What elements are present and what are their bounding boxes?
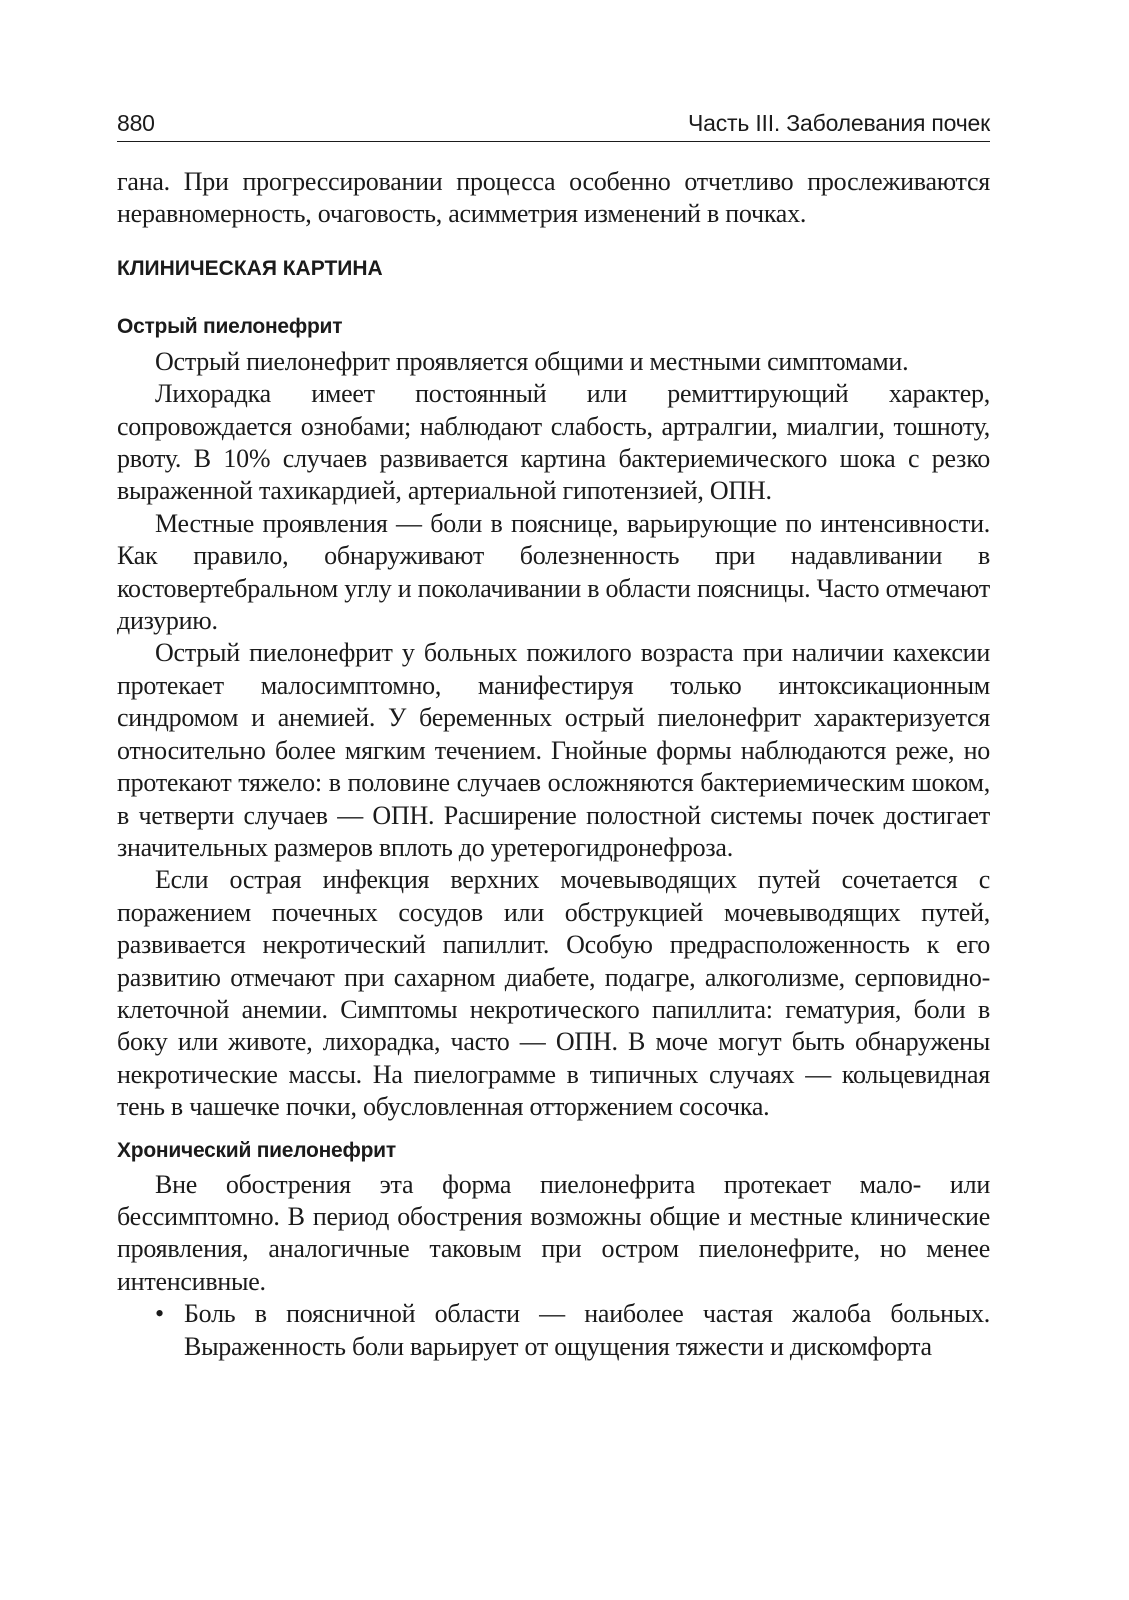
list-item-text: Боль в поясничной области — наиболее частая жалоба больных. Выраженность боли варьирует от ощущения тяжести и дискомфорта — [184, 1299, 990, 1361]
page-number: 880 — [117, 110, 155, 136]
book-page — [117, 108, 990, 1363]
subsection-heading-acute: Острый пиелонефрит — [117, 314, 343, 338]
bullet-list — [117, 1298, 990, 1363]
list-item — [117, 1298, 990, 1363]
paragraph: Вне обострения эта форма пиелонефрита протекает мало- или бессимптомно. В период обострения возможны общие и местные клинические проявления, аналогичные таковым при остром пиелонефрите, но менее интенсивные. — [117, 1169, 990, 1296]
running-header — [117, 108, 990, 142]
bullet-marker: • — [155, 1299, 164, 1329]
paragraph: Лихорадка имеет постоянный или ремиттирующий характер, сопровождается ознобами; наблюдают слабость, артралгии, миалгии, тошноту, рвоту. В 10% случаев развивается картина бактериемического шока с резко выраженной тахикардией, артериальной гипотензией, ОПН. — [117, 379, 990, 506]
page-body — [117, 166, 990, 1363]
paragraph: Острый пиелонефрит проявляется общими и местными симптомами. — [155, 346, 909, 376]
paragraph: Местные проявления — боли в пояснице, варьирующие по интенсивности. Как правило, обнаруживают болезненность при надавливании в костовертебральном углу и поколачивании в области поясницы. Часто отмечают дизурию. — [117, 508, 990, 636]
running-title: Часть III. Заболевания почек — [688, 110, 990, 136]
section-heading: КЛИНИЧЕСКАЯ КАРТИНА — [117, 256, 383, 280]
paragraph: Если острая инфекция верхних мочевыводящих путей сочетается с поражением почечных сосудов или обструкцией мочевыводящих путей, развивается некротический папиллит. Особую предрасположенность к его развитию отмечают при сахарном диабете, подагре, алкоголизме, серповидно-клеточной анемии. Симптомы некротического папиллита: гематурия, боли в боку или животе, лихорадка, часто — ОПН. В моче могут быть обнаружены некротические массы. На пиелограмме в типичных случаях — кольцевидная тень в чашечке почки, обусловленная отторжением сосочка. — [117, 865, 990, 1122]
continuation-paragraph: гана. При прогрессировании процесса особенно отчетливо прослеживаются неравномерность, очаговость, асимметрия изменений в почках. — [117, 167, 990, 229]
subsection-heading-chronic: Хронический пиелонефрит — [117, 1138, 396, 1162]
paragraph: Острый пиелонефрит у больных пожилого возраста при наличии кахексии протекает малосимптомно, манифестируя только интоксикационным синдромом и анемией. У беременных острый пиелонефрит характеризуется относительно более мягким течением. Гнойные формы наблюдаются реже, но протекают тяжело: в половине случаев осложняются бактериемическим шоком, в четверти случаев — ОПН. Расширение полостной системы почек достигает значительных размеров вплоть до уретерогидронефроза. — [117, 638, 990, 862]
